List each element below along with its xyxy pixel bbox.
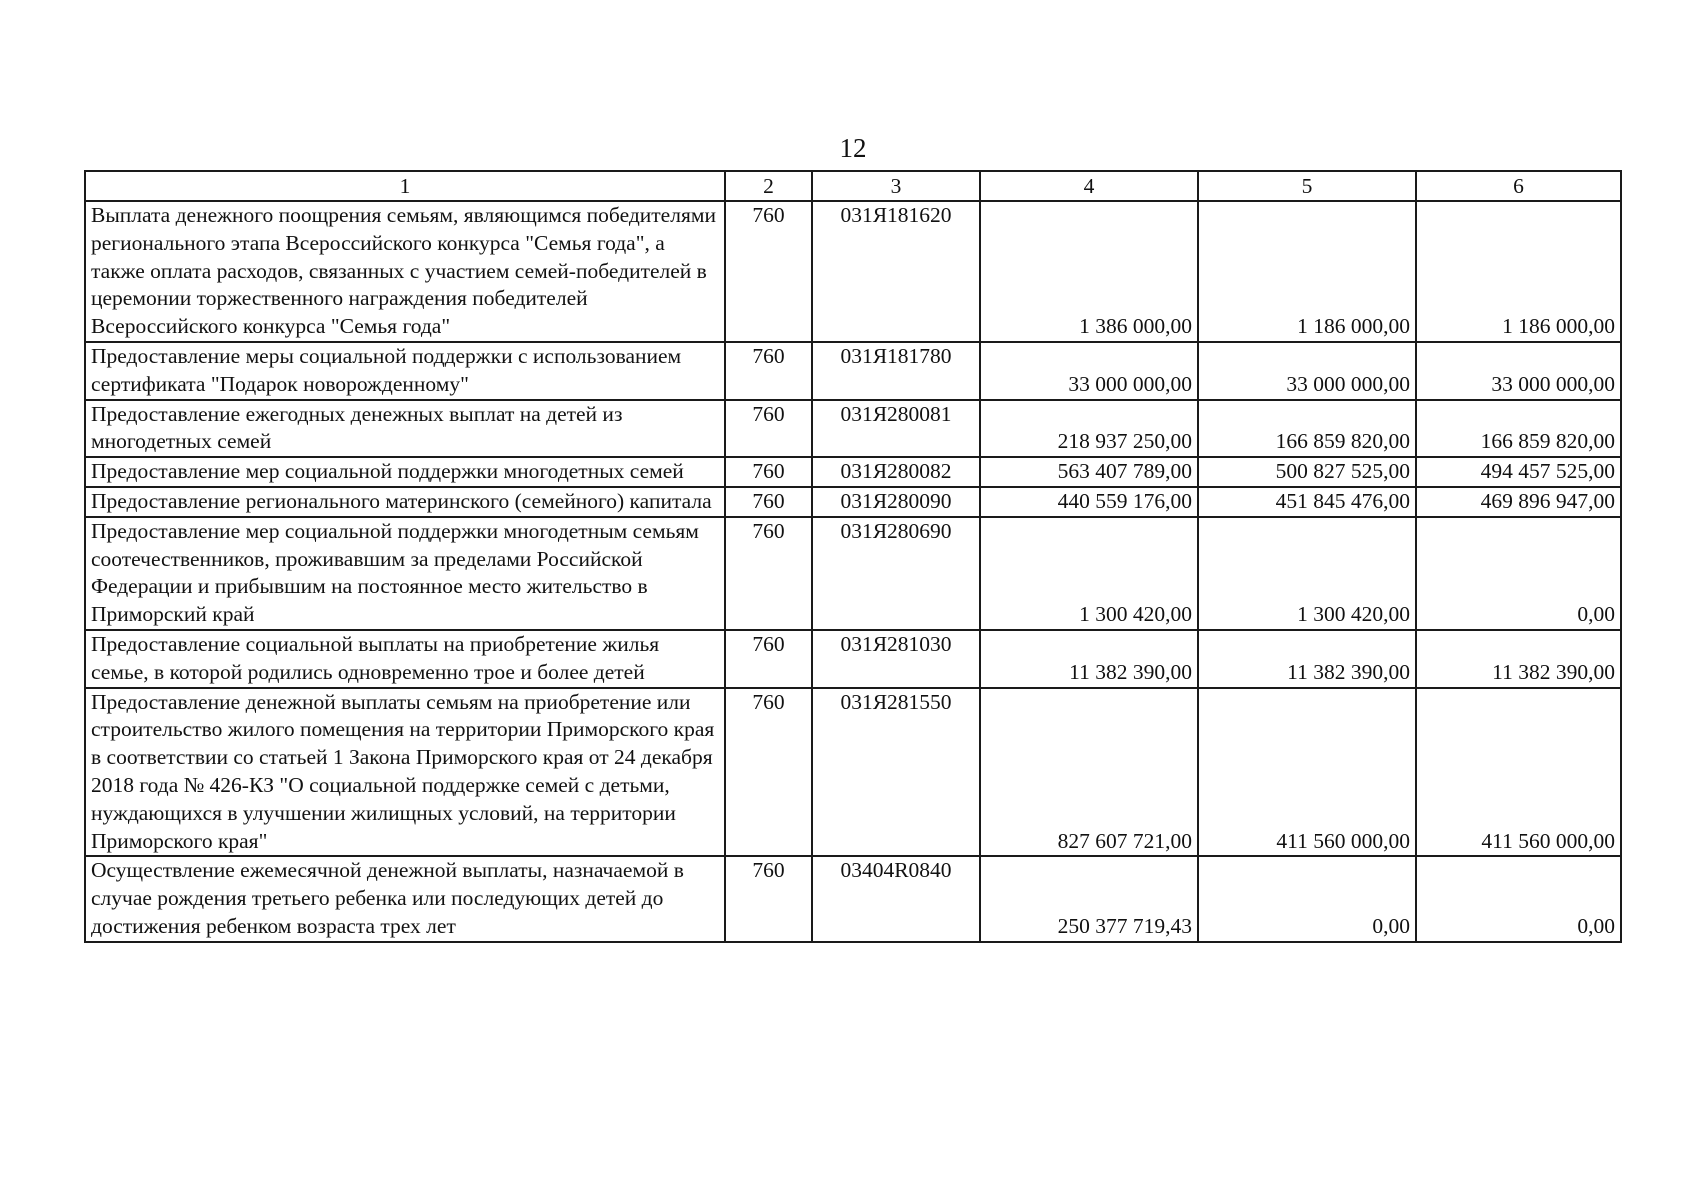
row-amount-1: 1 300 420,00 <box>980 517 1198 630</box>
row-csr-code: 031Я181620 <box>812 201 980 342</box>
row-code: 760 <box>725 201 812 342</box>
row-amount-2: 500 827 525,00 <box>1198 457 1416 487</box>
row-code: 760 <box>725 517 812 630</box>
table-body <box>85 201 1621 942</box>
row-csr-code: 031Я280081 <box>812 400 980 458</box>
column-header-amount-3: 6 <box>1416 171 1621 201</box>
table-row <box>85 400 1621 458</box>
page-number: 12 <box>839 133 867 163</box>
table-row <box>85 517 1621 630</box>
row-amount-3: 469 896 947,00 <box>1416 487 1621 517</box>
row-name: Осуществление ежемесячной денежной выплаты, назначаемой в случае рождения третьего ребенка или последующих детей до достижения ребенком возраста трех лет <box>85 856 725 941</box>
row-amount-1: 563 407 789,00 <box>980 457 1198 487</box>
row-amount-3: 0,00 <box>1416 517 1621 630</box>
table-row <box>85 201 1621 342</box>
column-header-amount-1: 4 <box>980 171 1198 201</box>
table-header <box>85 171 1621 201</box>
row-amount-3: 494 457 525,00 <box>1416 457 1621 487</box>
row-name: Предоставление мер социальной поддержки многодетных семей <box>85 457 725 487</box>
row-amount-3: 0,00 <box>1416 856 1621 941</box>
row-amount-3: 411 560 000,00 <box>1416 688 1621 857</box>
row-name: Предоставление денежной выплаты семьям на приобретение или строительство жилого помещения на территории Приморского края в соответствии со статьей 1 Закона Приморского края от 24 декабря 2018 года № 426-КЗ "О социальной поддержке семей с детьми, нуждающихся в улучшении жилищных условий, на территории Приморского края" <box>85 688 725 857</box>
row-csr-code: 031Я181780 <box>812 342 980 400</box>
row-amount-1: 827 607 721,00 <box>980 688 1198 857</box>
row-amount-1: 1 386 000,00 <box>980 201 1198 342</box>
column-header-csr: 3 <box>812 171 980 201</box>
column-header-amount-2: 5 <box>1198 171 1416 201</box>
row-code: 760 <box>725 688 812 857</box>
row-name: Предоставление социальной выплаты на приобретение жилья семье, в которой родились одновременно трое и более детей <box>85 630 725 688</box>
row-csr-code: 031Я280690 <box>812 517 980 630</box>
row-amount-3: 11 382 390,00 <box>1416 630 1621 688</box>
table-row <box>85 457 1621 487</box>
row-amount-1: 11 382 390,00 <box>980 630 1198 688</box>
row-code: 760 <box>725 400 812 458</box>
row-code: 760 <box>725 457 812 487</box>
row-code: 760 <box>725 856 812 941</box>
row-amount-2: 0,00 <box>1198 856 1416 941</box>
row-csr-code: 031Я280090 <box>812 487 980 517</box>
row-amount-1: 218 937 250,00 <box>980 400 1198 458</box>
row-amount-3: 166 859 820,00 <box>1416 400 1621 458</box>
table-row <box>85 856 1621 941</box>
row-amount-1: 33 000 000,00 <box>980 342 1198 400</box>
row-name: Предоставление регионального материнского (семейного) капитала <box>85 487 725 517</box>
row-amount-2: 166 859 820,00 <box>1198 400 1416 458</box>
table-row <box>85 688 1621 857</box>
row-name: Предоставление меры социальной поддержки с использованием сертификата "Подарок новорожденному" <box>85 342 725 400</box>
row-name: Предоставление ежегодных денежных выплат на детей из многодетных семей <box>85 400 725 458</box>
row-csr-code: 031Я281550 <box>812 688 980 857</box>
column-header-code: 2 <box>725 171 812 201</box>
row-amount-2: 411 560 000,00 <box>1198 688 1416 857</box>
table-row <box>85 487 1621 517</box>
row-amount-1: 250 377 719,43 <box>980 856 1198 941</box>
table-row <box>85 630 1621 688</box>
budget-table <box>84 170 1622 943</box>
row-amount-1: 440 559 176,00 <box>980 487 1198 517</box>
row-code: 760 <box>725 487 812 517</box>
row-amount-3: 1 186 000,00 <box>1416 201 1621 342</box>
row-amount-2: 33 000 000,00 <box>1198 342 1416 400</box>
row-csr-code: 03404R0840 <box>812 856 980 941</box>
table-row <box>85 342 1621 400</box>
row-csr-code: 031Я281030 <box>812 630 980 688</box>
row-amount-2: 1 186 000,00 <box>1198 201 1416 342</box>
column-header-name: 1 <box>85 171 725 201</box>
row-csr-code: 031Я280082 <box>812 457 980 487</box>
row-amount-2: 1 300 420,00 <box>1198 517 1416 630</box>
row-name: Предоставление мер социальной поддержки многодетным семьям соотечественников, проживавшим за пределами Российской Федерации и прибывшим на постоянное место жительство в Приморский край <box>85 517 725 630</box>
row-amount-2: 451 845 476,00 <box>1198 487 1416 517</box>
header-row <box>85 171 1621 201</box>
row-code: 760 <box>725 630 812 688</box>
row-code: 760 <box>725 342 812 400</box>
row-name: Выплата денежного поощрения семьям, являющимся победителями регионального этапа Всероссийского конкурса "Семья года", а также оплата расходов, связанных с участием семей-победителей в церемонии торжественного награждения победителей Всероссийского конкурса "Семья года" <box>85 201 725 342</box>
row-amount-2: 11 382 390,00 <box>1198 630 1416 688</box>
row-amount-3: 33 000 000,00 <box>1416 342 1621 400</box>
